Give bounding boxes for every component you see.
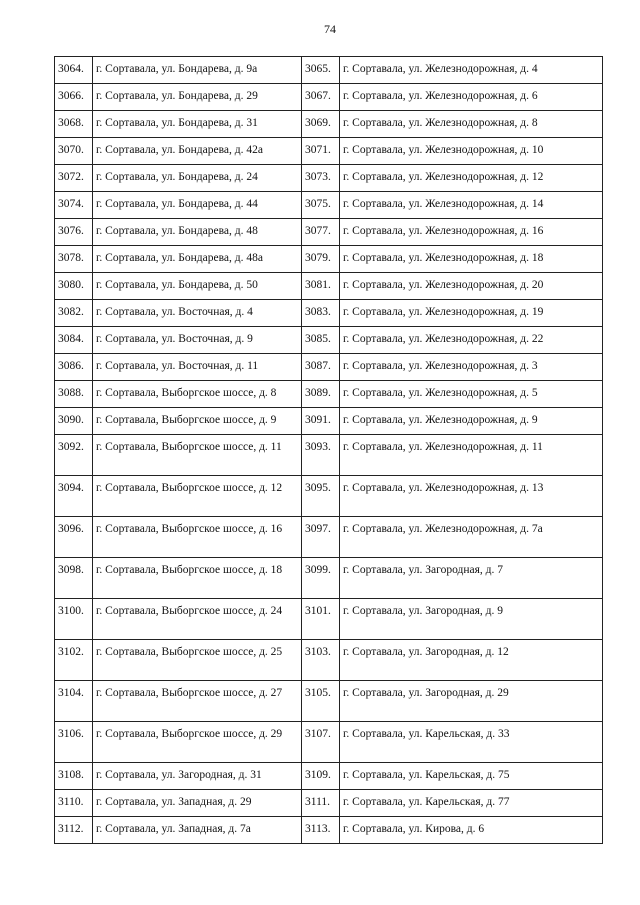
entry-number: 3086. (55, 354, 93, 381)
address-table-body (55, 57, 603, 844)
entry-number: 3110. (55, 790, 93, 817)
entry-number: 3094. (55, 476, 93, 517)
entry-address: г. Сортавала, ул. Западная, д. 7а (93, 817, 302, 844)
entry-number: 3065. (302, 57, 340, 84)
table-row (55, 165, 603, 192)
entry-address: г. Сортавала, ул. Загородная, д. 12 (340, 640, 603, 681)
table-row (55, 476, 603, 517)
entry-address: г. Сортавала, ул. Западная, д. 29 (93, 790, 302, 817)
table-row (55, 722, 603, 763)
entry-number: 3076. (55, 219, 93, 246)
page-number: 74 (324, 22, 336, 36)
table-row (55, 327, 603, 354)
entry-number: 3071. (302, 138, 340, 165)
entry-number: 3084. (55, 327, 93, 354)
entry-address: г. Сортавала, ул. Загородная, д. 7 (340, 558, 603, 599)
entry-number: 3095. (302, 476, 340, 517)
table-row (55, 57, 603, 84)
table-row (55, 558, 603, 599)
entry-address: г. Сортавала, Выборгское шоссе, д. 24 (93, 599, 302, 640)
entry-number: 3107. (302, 722, 340, 763)
entry-number: 3091. (302, 408, 340, 435)
entry-address: г. Сортавала, Выборгское шоссе, д. 27 (93, 681, 302, 722)
entry-number: 3085. (302, 327, 340, 354)
entry-address: г. Сортавала, ул. Железнодорожная, д. 7а (340, 517, 603, 558)
table-row (55, 408, 603, 435)
entry-number: 3081. (302, 273, 340, 300)
table-row (55, 300, 603, 327)
entry-address: г. Сортавала, ул. Железнодорожная, д. 22 (340, 327, 603, 354)
table-row (55, 817, 603, 844)
table-row (55, 84, 603, 111)
entry-address: г. Сортавала, ул. Железнодорожная, д. 3 (340, 354, 603, 381)
entry-address: г. Сортавала, ул. Бондарева, д. 44 (93, 192, 302, 219)
table-row (55, 219, 603, 246)
entry-number: 3087. (302, 354, 340, 381)
table-row (55, 640, 603, 681)
table-row (55, 681, 603, 722)
entry-number: 3106. (55, 722, 93, 763)
entry-number: 3069. (302, 111, 340, 138)
entry-number: 3082. (55, 300, 93, 327)
entry-number: 3099. (302, 558, 340, 599)
entry-number: 3078. (55, 246, 93, 273)
entry-number: 3104. (55, 681, 93, 722)
entry-number: 3090. (55, 408, 93, 435)
entry-number: 3112. (55, 817, 93, 844)
entry-number: 3108. (55, 763, 93, 790)
entry-address: г. Сортавала, ул. Карельская, д. 77 (340, 790, 603, 817)
entry-number: 3092. (55, 435, 93, 476)
entry-number: 3109. (302, 763, 340, 790)
entry-number: 3068. (55, 111, 93, 138)
entry-number: 3096. (55, 517, 93, 558)
table-row (55, 273, 603, 300)
entry-number: 3074. (55, 192, 93, 219)
entry-number: 3080. (55, 273, 93, 300)
entry-address: г. Сортавала, ул. Бондарева, д. 48а (93, 246, 302, 273)
entry-number: 3079. (302, 246, 340, 273)
entry-address: г. Сортавала, Выборгское шоссе, д. 25 (93, 640, 302, 681)
entry-number: 3070. (55, 138, 93, 165)
entry-address: г. Сортавала, ул. Железнодорожная, д. 20 (340, 273, 603, 300)
entry-address: г. Сортавала, Выборгское шоссе, д. 8 (93, 381, 302, 408)
entry-address: г. Сортавала, Выборгское шоссе, д. 16 (93, 517, 302, 558)
table-row (55, 517, 603, 558)
entry-number: 3113. (302, 817, 340, 844)
table-row (55, 790, 603, 817)
entry-number: 3103. (302, 640, 340, 681)
entry-number: 3066. (55, 84, 93, 111)
entry-address: г. Сортавала, ул. Восточная, д. 11 (93, 354, 302, 381)
entry-number: 3111. (302, 790, 340, 817)
entry-address: г. Сортавала, ул. Восточная, д. 9 (93, 327, 302, 354)
entry-number: 3100. (55, 599, 93, 640)
entry-address: г. Сортавала, ул. Железнодорожная, д. 9 (340, 408, 603, 435)
entry-number: 3067. (302, 84, 340, 111)
entry-address: г. Сортавала, ул. Загородная, д. 31 (93, 763, 302, 790)
entry-number: 3064. (55, 57, 93, 84)
entry-address: г. Сортавала, ул. Кирова, д. 6 (340, 817, 603, 844)
entry-address: г. Сортавала, ул. Бондарева, д. 9а (93, 57, 302, 84)
entry-number: 3083. (302, 300, 340, 327)
entry-address: г. Сортавала, ул. Бондарева, д. 42а (93, 138, 302, 165)
entry-address: г. Сортавала, ул. Восточная, д. 4 (93, 300, 302, 327)
entry-address: г. Сортавала, ул. Бондарева, д. 31 (93, 111, 302, 138)
entry-address: г. Сортавала, ул. Железнодорожная, д. 12 (340, 165, 603, 192)
entry-number: 3075. (302, 192, 340, 219)
entry-address: г. Сортавала, ул. Железнодорожная, д. 18 (340, 246, 603, 273)
entry-address: г. Сортавала, ул. Бондарева, д. 48 (93, 219, 302, 246)
entry-number: 3093. (302, 435, 340, 476)
entry-number: 3072. (55, 165, 93, 192)
table-row (55, 111, 603, 138)
table-row (55, 435, 603, 476)
entry-address: г. Сортавала, ул. Железнодорожная, д. 16 (340, 219, 603, 246)
entry-number: 3097. (302, 517, 340, 558)
entry-address: г. Сортавала, Выборгское шоссе, д. 12 (93, 476, 302, 517)
table-row (55, 192, 603, 219)
entry-number: 3089. (302, 381, 340, 408)
entry-address: г. Сортавала, ул. Железнодорожная, д. 6 (340, 84, 603, 111)
entry-number: 3101. (302, 599, 340, 640)
entry-address: г. Сортавала, ул. Бондарева, д. 29 (93, 84, 302, 111)
entry-address: г. Сортавала, ул. Бондарева, д. 24 (93, 165, 302, 192)
entry-address: г. Сортавала, ул. Железнодорожная, д. 19 (340, 300, 603, 327)
entry-address: г. Сортавала, ул. Железнодорожная, д. 8 (340, 111, 603, 138)
entry-address: г. Сортавала, ул. Железнодорожная, д. 13 (340, 476, 603, 517)
entry-address: г. Сортавала, ул. Железнодорожная, д. 14 (340, 192, 603, 219)
table-row (55, 763, 603, 790)
entry-address: г. Сортавала, ул. Железнодорожная, д. 10 (340, 138, 603, 165)
entry-number: 3073. (302, 165, 340, 192)
entry-number: 3088. (55, 381, 93, 408)
entry-address: г. Сортавала, ул. Железнодорожная, д. 5 (340, 381, 603, 408)
table-row (55, 599, 603, 640)
entry-address: г. Сортавала, ул. Загородная, д. 29 (340, 681, 603, 722)
entry-address: г. Сортавала, ул. Карельская, д. 33 (340, 722, 603, 763)
entry-address: г. Сортавала, Выборгское шоссе, д. 11 (93, 435, 302, 476)
entry-address: г. Сортавала, Выборгское шоссе, д. 29 (93, 722, 302, 763)
table-row (55, 354, 603, 381)
entry-address: г. Сортавала, ул. Железнодорожная, д. 4 (340, 57, 603, 84)
entry-address: г. Сортавала, ул. Карельская, д. 75 (340, 763, 603, 790)
table-row (55, 381, 603, 408)
entry-number: 3077. (302, 219, 340, 246)
entry-number: 3105. (302, 681, 340, 722)
table-row (55, 246, 603, 273)
table-row (55, 138, 603, 165)
entry-address: г. Сортавала, ул. Загородная, д. 9 (340, 599, 603, 640)
address-table (54, 56, 603, 844)
entry-address: г. Сортавала, Выборгское шоссе, д. 18 (93, 558, 302, 599)
entry-number: 3102. (55, 640, 93, 681)
entry-address: г. Сортавала, ул. Железнодорожная, д. 11 (340, 435, 603, 476)
entry-number: 3098. (55, 558, 93, 599)
entry-address: г. Сортавала, Выборгское шоссе, д. 9 (93, 408, 302, 435)
entry-address: г. Сортавала, ул. Бондарева, д. 50 (93, 273, 302, 300)
